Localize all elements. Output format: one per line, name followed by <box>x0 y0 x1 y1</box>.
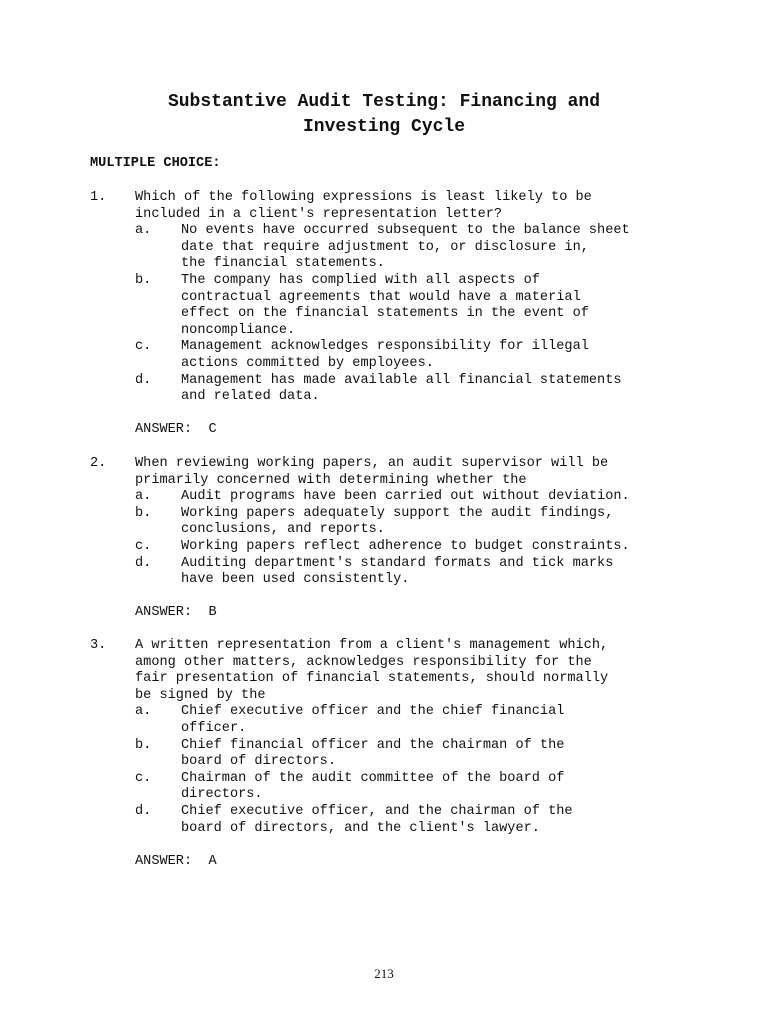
question-number: 1. <box>90 190 107 205</box>
option-letter: c. <box>135 339 152 355</box>
option-text: Chief executive officer and the chief financial <box>181 704 565 720</box>
option-text: Working papers reflect adherence to budget constraints. <box>181 538 630 554</box>
option-letter: b. <box>135 505 152 521</box>
option-line <box>0 373 768 390</box>
option-line <box>0 572 768 589</box>
page-title <box>0 90 768 140</box>
answer-line <box>135 422 217 439</box>
option-line <box>0 489 768 506</box>
option-line <box>0 738 768 755</box>
option-line <box>0 506 768 523</box>
question-stem-text: primarily concerned with determining whether the <box>135 472 527 488</box>
option-text: board of directors, and the client's lawyer. <box>181 820 540 836</box>
question-stem-text: be signed by the <box>135 687 266 703</box>
option-line <box>0 787 768 804</box>
option-text: No events have occurred subsequent to the balance sheet <box>181 223 630 239</box>
option-letter: d. <box>135 803 152 819</box>
answer-value: B <box>208 605 217 621</box>
option-line <box>0 240 768 257</box>
answer-value: C <box>208 422 217 438</box>
question-stem-line <box>0 638 768 655</box>
question-stem-line <box>0 671 768 688</box>
question-item <box>0 638 768 869</box>
option-text: actions committed by employees. <box>181 355 434 371</box>
option-letter: d. <box>135 555 152 571</box>
option-line <box>0 771 768 788</box>
option-text: date that require adjustment to, or disclosure in, <box>181 239 589 255</box>
title-line-1: Substantive Audit Testing: Financing and <box>167 92 601 112</box>
option-line <box>0 721 768 738</box>
option-letter: b. <box>135 737 152 753</box>
answer-label: ANSWER: <box>135 605 193 621</box>
option-text: have been used consistently. <box>181 572 410 588</box>
option-line <box>0 356 768 373</box>
option-line <box>0 290 768 307</box>
question-stem-line <box>0 190 768 207</box>
option-letter: c. <box>135 538 152 554</box>
option-line <box>0 539 768 556</box>
question-stem-text: fair presentation of financial statements, should normally <box>135 671 609 687</box>
option-line <box>0 323 768 340</box>
option-text: Management has made available all financial statements <box>181 372 622 388</box>
option-text: Working papers adequately support the audit findings, <box>181 505 614 521</box>
question-item <box>0 456 768 621</box>
option-text: The company has complied with all aspects of <box>181 272 540 288</box>
option-text: Chief financial officer and the chairman of the <box>181 737 565 753</box>
option-text: Auditing department's standard formats and tick marks <box>181 555 614 571</box>
option-line <box>0 704 768 721</box>
option-letter: c. <box>135 770 152 786</box>
answer-value: A <box>208 853 217 869</box>
option-line <box>0 556 768 573</box>
option-line <box>0 223 768 240</box>
option-text: board of directors. <box>181 754 336 770</box>
question-stem-line <box>0 456 768 473</box>
option-line <box>0 522 768 539</box>
question-stem-line <box>0 207 768 224</box>
option-line <box>0 804 768 821</box>
option-text: Chief executive officer, and the chairman of the <box>181 803 573 819</box>
question-number: 2. <box>90 456 107 471</box>
question-stem-line <box>0 473 768 490</box>
question-stem-line <box>0 688 768 705</box>
option-text: the financial statements. <box>181 256 385 272</box>
answer-line <box>135 605 217 622</box>
option-text: Management acknowledges responsibility for illegal <box>181 339 589 355</box>
question-stem-text: A written representation from a client's management which, <box>135 638 609 653</box>
answer-label: ANSWER: <box>135 422 193 438</box>
option-text: noncompliance. <box>181 322 296 338</box>
option-text: directors. <box>181 787 263 803</box>
option-line <box>0 256 768 273</box>
title-line-2: Investing Cycle <box>302 117 466 137</box>
option-letter: a. <box>135 489 152 505</box>
question-stem-text: among other matters, acknowledges responsibility for the <box>135 654 592 670</box>
option-text: officer. <box>181 720 247 736</box>
page-number: 213 <box>374 966 394 981</box>
option-letter: d. <box>135 372 152 388</box>
option-text: effect on the financial statements in the event of <box>181 306 589 322</box>
option-line <box>0 339 768 356</box>
answer-line <box>135 854 217 871</box>
option-line <box>0 273 768 290</box>
option-text: Audit programs have been carried out without deviation. <box>181 489 630 505</box>
answer-label: ANSWER: <box>135 853 193 869</box>
option-text: Chairman of the audit committee of the board of <box>181 770 565 786</box>
question-stem-text: When reviewing working papers, an audit supervisor will be <box>135 456 609 471</box>
option-line <box>0 389 768 406</box>
option-text: and related data. <box>181 389 320 405</box>
option-text: contractual agreements that would have a material <box>181 289 581 305</box>
option-line <box>0 754 768 771</box>
option-text: conclusions, and reports. <box>181 522 385 538</box>
question-item <box>0 190 768 438</box>
option-line <box>0 821 768 838</box>
option-letter: a. <box>135 704 152 720</box>
question-stem-text: Which of the following expressions is least likely to be <box>135 190 592 205</box>
question-stem-line <box>0 655 768 672</box>
section-label: MULTIPLE CHOICE: <box>90 156 221 171</box>
option-letter: b. <box>135 272 152 288</box>
option-letter: a. <box>135 223 152 239</box>
question-stem-text: included in a client's representation letter? <box>135 206 503 222</box>
question-number: 3. <box>90 638 107 653</box>
option-line <box>0 306 768 323</box>
